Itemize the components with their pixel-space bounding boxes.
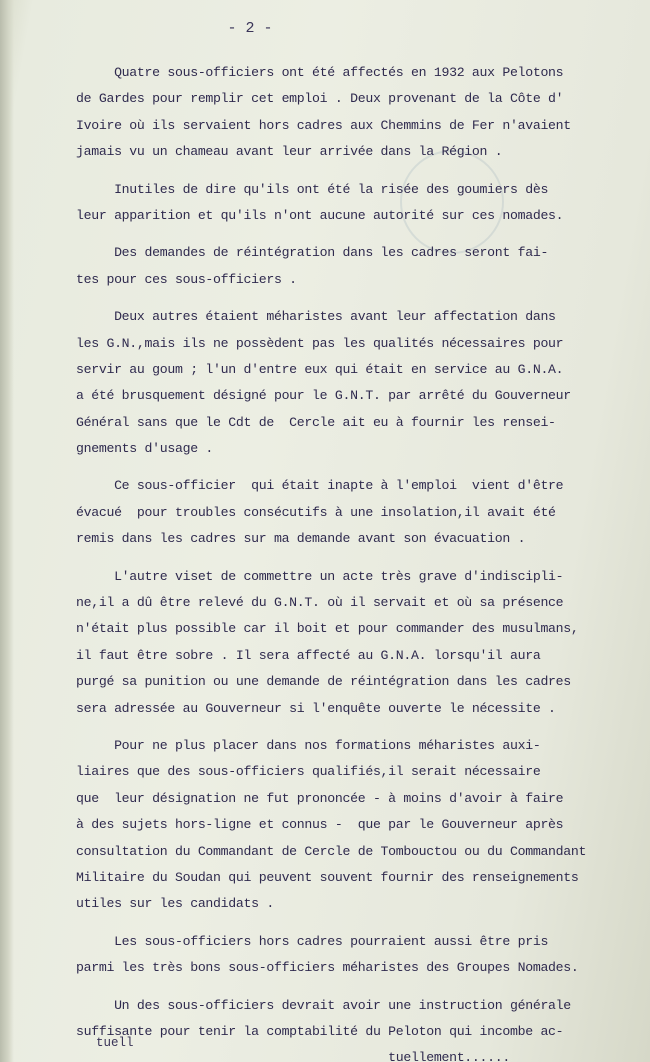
text-line: Les sous-officiers hors cadres pourraient aussi être pris (76, 933, 549, 949)
paragraph-gap (76, 229, 632, 240)
paragraph (76, 733, 632, 918)
text-line: à des sujets hors-ligne et connus - que par le Gouverneur après (76, 817, 564, 833)
text-line: tuellement...... (76, 1050, 510, 1062)
paragraph-gap (76, 722, 632, 733)
text-line: il faut être sobre . Il sera affecté au G.N.A. lorsqu'il aura (76, 647, 541, 663)
paragraph-gap (76, 462, 632, 473)
text-line: Ce sous-officier qui était inapte à l'emploi vient d'être (76, 478, 564, 494)
text-line: utiles sur les candidats . (76, 896, 274, 912)
paragraph-gap (76, 293, 632, 304)
paragraph-gap (76, 166, 632, 177)
text-line: Militaire du Soudan qui peuvent souvent fournir des renseignements (76, 869, 579, 885)
paragraph (76, 304, 632, 462)
text-line: Pour ne plus placer dans nos formations méharistes auxi- (76, 737, 541, 753)
paragraph (76, 929, 632, 982)
text-line: Inutiles de dire qu'ils ont été la risée des goumiers dès (76, 181, 549, 197)
paragraph-gap (76, 982, 632, 993)
text-line: Un des sous-officiers devrait avoir une instruction générale (76, 997, 571, 1013)
text-line: L'autre viset de commettre un acte très grave d'indiscipli- (76, 568, 564, 584)
text-line: remis dans les cadres sur ma demande avant son évacuation . (76, 531, 526, 547)
text-line: tes pour ces sous-officiers . (76, 271, 297, 287)
text-line: suffisante pour tenir la comptabilité du Peloton qui incombe ac- (76, 1023, 564, 1039)
paragraph (76, 993, 632, 1062)
paragraph (76, 240, 632, 293)
paragraph (76, 564, 632, 722)
text-line: a été brusquement désigné pour le G.N.T. par arrêté du Gouverneur (76, 388, 571, 404)
text-line: que leur désignation ne fut prononcée - à moins d'avoir à faire (76, 790, 564, 806)
text-line: les G.N.,mais ils ne possèdent pas les qualités nécessaires pour (76, 335, 564, 351)
text-line: ne,il a dû être relevé du G.N.T. où il servait et où sa présence (76, 595, 564, 611)
text-line: liaires que des sous-officiers qualifiés,il serait nécessaire (76, 764, 541, 780)
body-text (76, 60, 632, 1062)
text-line: Quatre sous-officiers ont été affectés en 1932 aux Pelotons (76, 65, 564, 80)
text-line: servir au goum ; l'un d'entre eux qui était en service au G.N.A. (76, 361, 564, 377)
text-line: Des demandes de réintégration dans les cadres seront fai- (76, 245, 549, 261)
text-line: n'était plus possible car il boit et pour commander des musulmans, (76, 621, 579, 637)
paragraph (76, 60, 632, 166)
text-line: Ivoire où ils servaient hors cadres aux Chemmins de Fer n'avaient (76, 117, 571, 133)
page-number: - 2 - (227, 20, 273, 37)
text-line: jamais vu un chameau avant leur arrivée dans la Région . (76, 144, 503, 160)
paragraph (76, 473, 632, 552)
text-line: consultation du Commandant de Cercle de Tombouctou ou du Commandant (76, 843, 587, 859)
text-line: parmi les très bons sous-officiers méharistes des Groupes Nomades. (76, 960, 579, 976)
text-line: leur apparition et qu'ils n'ont aucune autorité sur ces nomades. (76, 207, 564, 223)
paragraph-gap (76, 918, 632, 929)
text-line: sera adressée au Gouverneur si l'enquête ouverte le nécessite . (76, 700, 556, 716)
footer-catchword: tuell (96, 1036, 134, 1050)
binding-shadow (0, 0, 14, 1062)
text-line: évacué pour troubles consécutifs à une insolation,il avait été (76, 504, 556, 520)
text-line: Général sans que le Cdt de Cercle ait eu à fournir les rensei- (76, 414, 556, 430)
text-line: purgé sa punition ou une demande de réintégration dans les cadres (76, 674, 571, 690)
paragraph-gap (76, 553, 632, 564)
text-line: Deux autres étaient méharistes avant leur affectation dans (76, 309, 556, 325)
text-line: gnements d'usage . (76, 441, 214, 457)
paragraph (76, 177, 632, 230)
text-line: de Gardes pour remplir cet emploi . Deux provenant de la Côte d' (76, 91, 564, 107)
